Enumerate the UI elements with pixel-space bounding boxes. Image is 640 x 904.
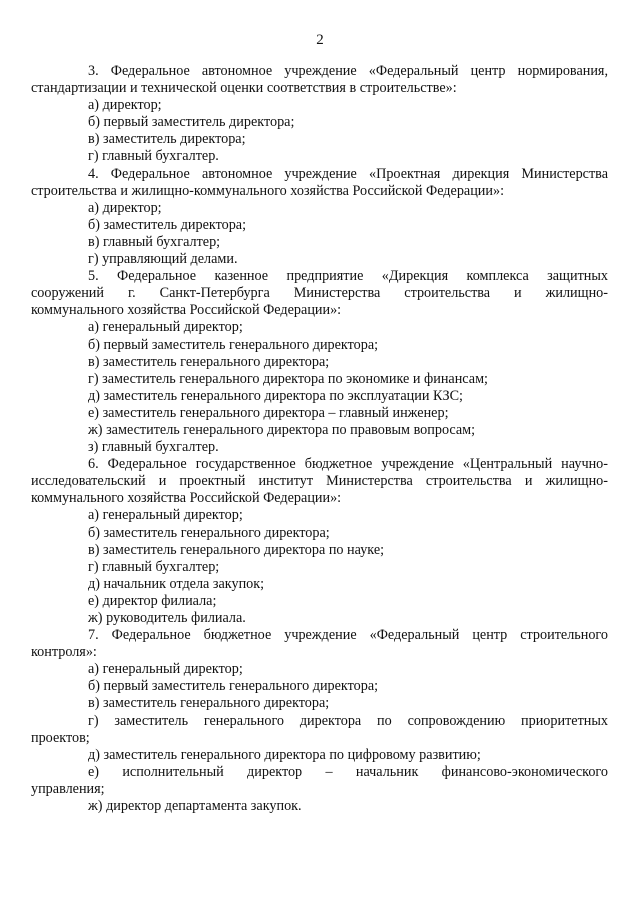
paragraph <box>31 165 608 200</box>
paragraph-first-line: г) заместитель генерального директора по сопровождению приоритетных <box>88 712 608 729</box>
list-item: б) первый заместитель директора; <box>88 114 295 131</box>
paragraph-first-line: 3. Федеральное автономное учреждение «Федеральный центр нормирования, <box>88 63 608 79</box>
list-item: е) директор филиала; <box>88 592 217 609</box>
list-item: з) главный бухгалтер. <box>88 439 219 456</box>
list-item: б) заместитель директора; <box>88 216 247 233</box>
list-item: а) директор; <box>88 199 162 216</box>
paragraph-line: сооружений г. Санкт-Петербурга Министерства строительства и жилищно- <box>31 285 608 302</box>
paragraph-first-line: 4. Федеральное автономное учреждение «Проектная дирекция Министерства <box>88 165 608 182</box>
list-item: д) заместитель генерального директора по эксплуатации КЗС; <box>88 387 463 404</box>
list-item: ж) руководитель филиала. <box>88 610 246 626</box>
paragraph-line: коммунального хозяйства Российской Федерации»: <box>31 490 342 507</box>
paragraph-first-line: е) исполнительный директор – начальник финансово-экономического <box>88 763 608 780</box>
paragraph-line: строительства и жилищно-коммунального хозяйства Российской Федерации»: <box>31 182 505 199</box>
paragraph-first-line: 6. Федеральное государственное бюджетное учреждение «Центральный научно- <box>88 456 608 473</box>
list-item: д) заместитель генерального директора по цифровому развитию; <box>88 746 481 763</box>
list-item: а) генеральный директор; <box>88 507 243 524</box>
paragraph <box>31 763 608 798</box>
list-item: ж) директор департамента закупок. <box>88 798 302 815</box>
list-item: а) генеральный директор; <box>88 661 243 678</box>
paragraph <box>31 63 608 97</box>
paragraph-line: проектов; <box>31 729 90 746</box>
list-item: г) управляющий делами. <box>88 251 238 268</box>
list-item: е) заместитель генерального директора – главный инженер; <box>88 404 449 421</box>
paragraph <box>31 456 608 507</box>
list-item: ж) заместитель генерального директора по правовым вопросам; <box>88 421 476 438</box>
paragraph-first-line: 7. Федеральное бюджетное учреждение «Федеральный центр строительного <box>88 627 608 644</box>
list-item: б) первый заместитель генерального директора; <box>88 336 379 353</box>
paragraph-line: стандартизации и технической оценки соответствия в строительстве»: <box>31 80 457 97</box>
paragraph-line: исследовательский и проектный институт Министерства строительства и жилищно- <box>31 473 608 490</box>
list-item: а) директор; <box>88 97 162 114</box>
list-item: в) заместитель генерального директора; <box>88 353 330 370</box>
list-item: д) начальник отдела закупок; <box>88 575 265 592</box>
paragraph-first-line: 5. Федеральное казенное предприятие «Дирекция комплекса защитных <box>88 268 608 285</box>
list-item: г) главный бухгалтер. <box>88 148 219 165</box>
page-number: 2 <box>316 32 324 48</box>
paragraph <box>31 627 608 661</box>
paragraph <box>31 268 608 319</box>
list-item: б) заместитель генерального директора; <box>88 524 330 541</box>
list-item: в) заместитель генерального директора; <box>88 695 330 712</box>
list-item: а) генеральный директор; <box>88 319 243 336</box>
paragraph-line: управления; <box>31 780 105 797</box>
paragraph-line: контроля»: <box>31 644 97 661</box>
list-item: в) заместитель генерального директора по науке; <box>88 541 385 558</box>
list-item: г) главный бухгалтер; <box>88 558 220 575</box>
document-body <box>31 63 608 815</box>
list-item: в) заместитель директора; <box>88 131 246 148</box>
paragraph-line: коммунального хозяйства Российской Федерации»: <box>31 302 342 319</box>
list-item: в) главный бухгалтер; <box>88 233 221 250</box>
paragraph <box>31 712 608 747</box>
list-item: г) заместитель генерального директора по экономике и финансам; <box>88 370 488 387</box>
list-item: б) первый заместитель генерального директора; <box>88 678 379 695</box>
